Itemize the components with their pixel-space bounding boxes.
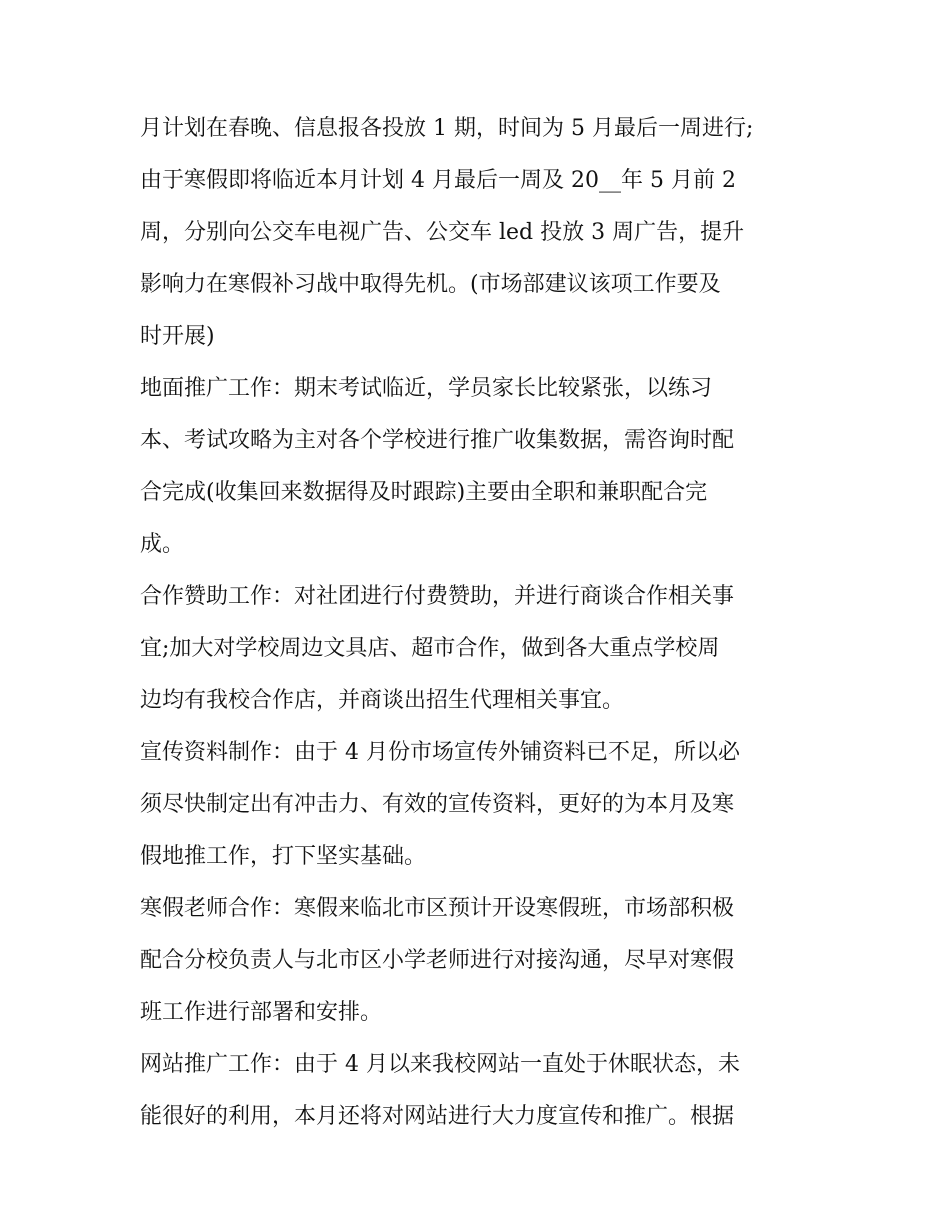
- text-line: 地面推广工作：期末考试临近，学员家长比较紧张，以练习: [140, 376, 713, 401]
- text-line: 时开展): [140, 324, 215, 349]
- text-line: 宣传资料制作：由于 4 月份市场宣传外铺资料已不足，所以必: [140, 740, 740, 765]
- text-line: 配合分校负责人与北市区小学老师进行对接沟通，尽早对寒假: [140, 948, 735, 973]
- text-line: 周，分别向公交车电视广告、公交车 led 投放 3 周广告，提升: [140, 220, 745, 245]
- text-line: 边均有我校合作店，并商谈出招生代理相关事宜。: [140, 688, 625, 713]
- text-line: 须尽快制定出有冲击力、有效的宣传资料，更好的为本月及寒: [140, 792, 735, 817]
- text-line: 本、考试攻略为主对各个学校进行推广收集数据，需咨询时配: [140, 428, 735, 453]
- text-line: 合作赞助工作：对社团进行付费赞助，并进行商谈合作相关事: [140, 584, 735, 609]
- text-line: 影响力在寒假补习战中取得先机。(市场部建议该项工作要及: [140, 272, 721, 297]
- text-line: 能很好的利用，本月还将对网站进行大力度宣传和推广。根据: [140, 1104, 735, 1129]
- text-line: 寒假老师合作：寒假来临北市区预计开设寒假班，市场部积极: [140, 896, 735, 921]
- document-body: [140, 107, 820, 1147]
- text-line: 成。: [140, 532, 185, 557]
- text-line: 网站推广工作：由于 4 月以来我校网站一直处于休眠状态，未: [140, 1052, 740, 1077]
- text-line: 班工作进行部署和安排。: [140, 1000, 383, 1025]
- text-line: 宜;加大对学校周边文具店、超市合作，做到各大重点学校周: [140, 636, 720, 661]
- text-line: 假地推工作，打下坚实基础。: [140, 844, 427, 869]
- text-line: 合完成(收集回来数据得及时跟踪)主要由全职和兼职配合完: [140, 480, 708, 505]
- text-line: 由于寒假即将临近本月计划 4 月最后一周及 20__年 5 月前 2: [140, 168, 736, 193]
- text-line: 月计划在春晚、信息报各投放 1 期，时间为 5 月最后一周进行;: [140, 116, 754, 141]
